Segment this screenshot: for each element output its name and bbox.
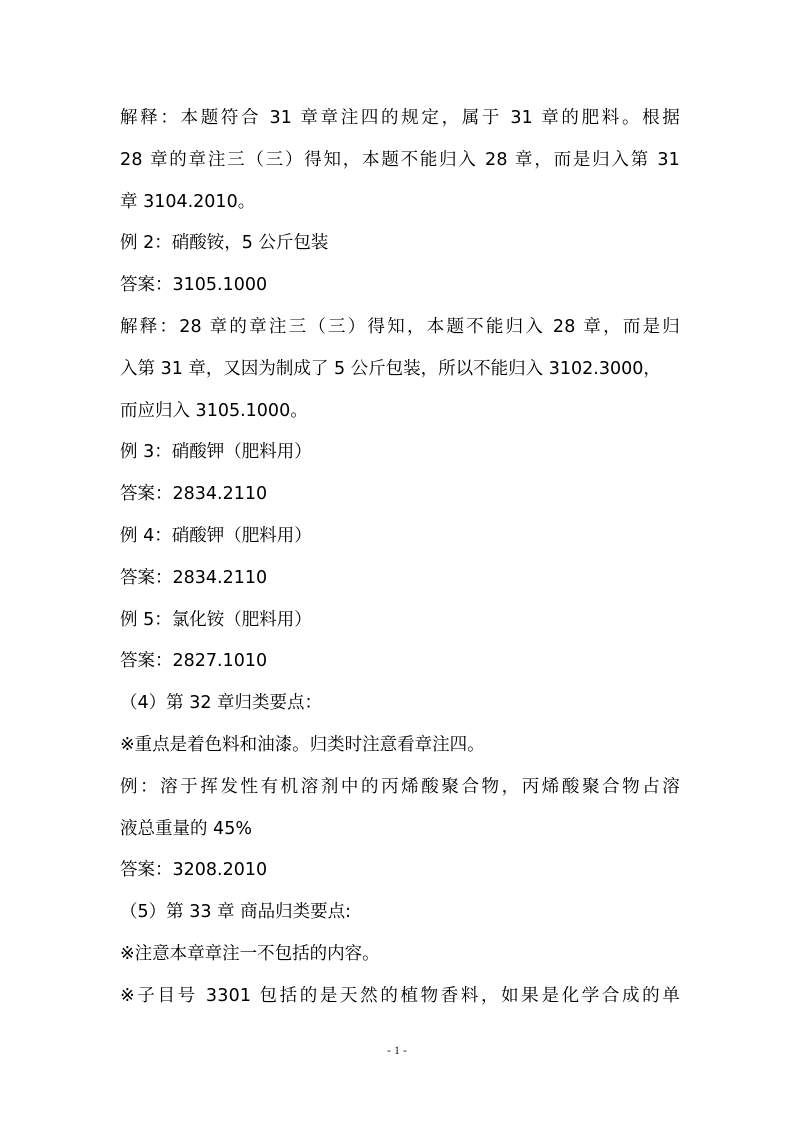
answer-line: 答案：2834.2110 [120, 484, 268, 505]
document-body [120, 98, 680, 1018]
note-line: ※注意本章章注一不包括的内容。 [120, 943, 380, 964]
example-title: 例：溶于挥发性有机溶剂中的丙烯酸聚合物，丙烯酸聚合物占溶 [120, 776, 680, 797]
paragraph-line: 解释：本题符合 31 章章注四的规定，属于 31 章的肥料。根据 [120, 108, 680, 128]
example-title: 例 4：硝酸钾（肥料用） [120, 525, 312, 546]
answer-line: 答案：3208.2010 [120, 860, 268, 881]
paragraph-line: 章 3104.2010。 [120, 191, 256, 212]
section-heading: （4）第 32 章归类要点： [120, 693, 323, 714]
answer-line: 答案：2834.2110 [120, 567, 268, 588]
section-heading: （5）第 33 章 商品归类要点: [120, 902, 351, 923]
example-title: 例 3：硝酸钾（肥料用） [120, 442, 312, 463]
paragraph-line: 解释：28 章的章注三（三）得知，本题不能归入 28 章，而是归 [120, 316, 680, 337]
note-line: ※子目号 3301 包括的是天然的植物香料，如果是化学合成的单 [120, 985, 680, 1006]
answer-line: 答案：3105.1000 [120, 275, 268, 296]
note-line: ※重点是着色料和油漆。归类时注意看章注四。 [120, 734, 485, 755]
example-title: 例 5：氯化铵（肥料用） [120, 609, 312, 630]
paragraph-line: 入第 31 章，又因为制成了 5 公斤包装，所以不能归入 3102.3000， [120, 358, 661, 379]
answer-line: 答案：2827.1010 [120, 651, 268, 672]
example-title: 例 2：硝酸铵，5 公斤包装 [120, 233, 329, 254]
paragraph-line: 28 章的章注三（三）得知，本题不能归入 28 章，而是归入第 31 [120, 149, 680, 170]
page-number: - 1 - [387, 1043, 407, 1057]
paragraph-line: 液总重量的 45% [120, 818, 252, 839]
paragraph-line: 而应归入 3105.1000。 [120, 400, 308, 421]
